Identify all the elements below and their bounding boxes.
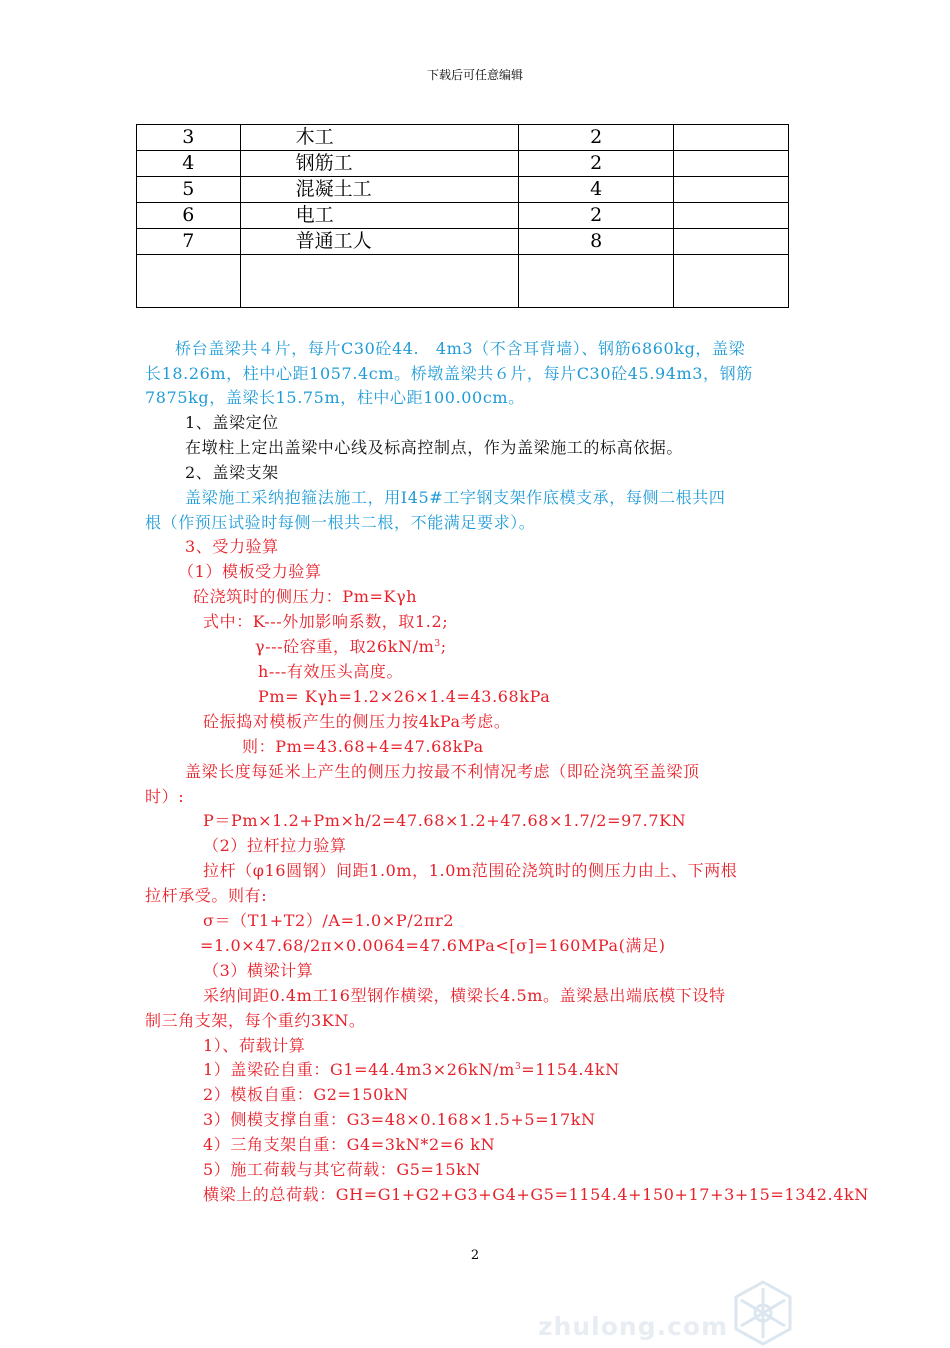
subsection-heading: （1）模板受力验算 xyxy=(178,562,322,581)
worker-type: 普通工人 xyxy=(240,229,519,255)
formula-line: =1.0×47.68/2π×0.0064=47.6MPa<[σ]=160MPa(满足) xyxy=(200,936,666,955)
remark-cell xyxy=(673,125,788,151)
subsection-heading: （2）拉杆拉力验算 xyxy=(203,836,347,855)
table-row xyxy=(137,151,789,177)
remark-cell xyxy=(673,255,788,308)
table-row xyxy=(137,125,789,151)
load-line: 3）侧模支撑自重：G3=48×0.168×1.5+5=17kN xyxy=(203,1110,596,1129)
row-no: 3 xyxy=(137,125,241,151)
worker-type: 电工 xyxy=(240,203,519,229)
text-line: 制三角支架，每个重约3KN。 xyxy=(145,1011,366,1030)
row-no: 5 xyxy=(137,177,241,203)
remark-cell xyxy=(673,229,788,255)
row-no xyxy=(137,255,241,308)
text-line: 砼振捣对模板产生的侧压力按4kPa考虑。 xyxy=(203,712,511,731)
load-line: 2）模板自重：G2=150kN xyxy=(203,1085,409,1104)
worker-type xyxy=(240,255,519,308)
text-line: 在墩柱上定出盖梁中心线及标高控制点，作为盖梁施工的标高依据。 xyxy=(185,438,684,457)
para-capbeam-summary: 长18.26m，柱中心距1057.4cm。桥墩盖梁共６片，每片C30砼45.94m3，钢筋 xyxy=(145,364,753,383)
text-line: 时）: xyxy=(145,787,185,806)
page-number: 2 xyxy=(470,1248,480,1263)
formula-line: 则：Pm=43.68+4=47.68kPa xyxy=(242,737,484,756)
formula-line: P＝Pm×1.2+Pm×h/2=47.68×1.2+47.68×1.7/2=97.7KN xyxy=(203,811,687,830)
table-row xyxy=(137,229,789,255)
worker-count: 8 xyxy=(519,229,673,255)
row-no: 6 xyxy=(137,203,241,229)
worker-type: 钢筋工 xyxy=(240,151,519,177)
table-row xyxy=(137,177,789,203)
row-no: 7 xyxy=(137,229,241,255)
row-no: 4 xyxy=(137,151,241,177)
remark-cell xyxy=(673,151,788,177)
formula-line: Pm= Kγh=1.2×26×1.4=43.68kPa xyxy=(258,687,551,706)
text-line: 盖梁长度每延米上产生的侧压力按最不利情况考虑（即砼浇筑至盖梁顶 xyxy=(185,762,700,781)
table-row-empty xyxy=(137,255,789,308)
snowflake-logo-icon xyxy=(728,1278,798,1348)
table-row xyxy=(137,203,789,229)
load-line: 1）盖梁砼自重：$G1=44.4m3\times 26kN/m^3=1154.4kN$ xyxy=(203,1060,620,1079)
worker-type: 木工 xyxy=(240,125,519,151)
remark-cell xyxy=(673,203,788,229)
worker-count: 2 xyxy=(519,125,673,151)
text-line: 拉杆（φ16圆钢）间距1.0m，1.0m范围砼浇筑时的侧压力由上、下两根 xyxy=(203,861,738,880)
section-heading: 2、盖梁支架 xyxy=(185,463,279,482)
worker-count: 2 xyxy=(519,203,673,229)
para-capbeam-summary: 桥台盖梁共４片，每片C30砼44. 4m3（不含耳背墙）、钢筋6860kg，盖梁 xyxy=(175,339,746,358)
section-heading: 1、盖梁定位 xyxy=(185,413,279,432)
text-line: 采纳间距0.4m工16型钢作横梁，横梁长4.5m。盖梁悬出端底模下设特 xyxy=(203,986,726,1005)
subsection-heading: （3）横梁计算 xyxy=(203,961,314,980)
staff-table xyxy=(136,124,789,308)
para-capbeam-summary: 7875kg，盖梁长15.75m，柱中心距100.00cm。 xyxy=(145,388,525,407)
load-line: 5）施工荷载与其它荷载：G5=15kN xyxy=(203,1160,482,1179)
formula-line: 砼浇筑时的侧压力：Pm=Kγh xyxy=(193,587,418,606)
formula-line: γ---砼容重，取$26kN/m^3$; xyxy=(255,637,447,656)
load-total-line: 横梁上的总荷载：GH=G1+G2+G3+G4+G5=1154.4+150+17+3+15=1342.4kN xyxy=(203,1185,869,1204)
worker-type: 混凝土工 xyxy=(240,177,519,203)
formula-line: σ＝（T1+T2）/A=1.0×P/2πr2 xyxy=(203,911,455,930)
formula-line: h---有效压头高度。 xyxy=(258,662,404,681)
formula-line: 式中：K---外加影响系数，取1.2; xyxy=(203,612,449,631)
worker-count: 4 xyxy=(519,177,673,203)
text-line: 拉杆承受。则有: xyxy=(145,886,268,905)
load-line: 4）三角支架自重：G4=3kN*2=6 kN xyxy=(203,1135,496,1154)
text-line: 盖梁施工采纳抱箍法施工，用I45#工字钢支架作底模支承，每侧二根共四 xyxy=(185,488,726,507)
worker-count: 2 xyxy=(519,151,673,177)
worker-count xyxy=(519,255,673,308)
header-note: 下载后可任意编辑 xyxy=(426,68,523,82)
text-line: 根（作预压试验时每侧一根共二根，不能满足要求）。 xyxy=(145,513,536,532)
watermark-text: zhulong.com xyxy=(538,1312,729,1341)
section-heading: 3、受力验算 xyxy=(185,537,279,556)
subsection-heading: 1）、荷载计算 xyxy=(203,1036,306,1055)
remark-cell xyxy=(673,177,788,203)
